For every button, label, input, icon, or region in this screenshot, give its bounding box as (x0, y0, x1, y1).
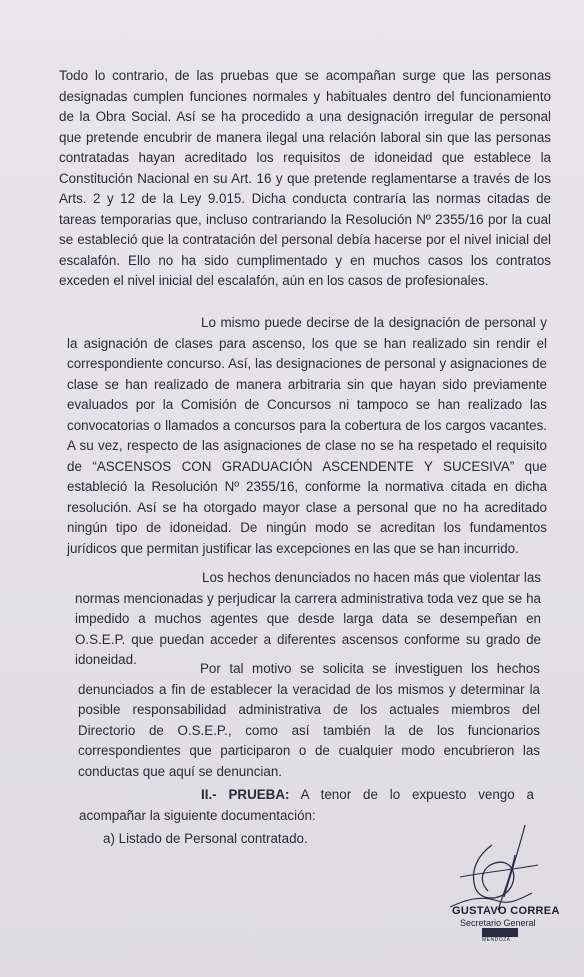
paragraph-contratos: Todo lo contrario, de las pruebas que se acompañan surge que las personas designadas cumplen funciones normales y habituales dentro del funcionamiento de la Obra Social. Así se ha procedido a una designación irregular de personal que pretende encubrir de manera ilegal una relación laboral sin que las personas contratadas hayan acreditado los requisitos de idoneidad que establece la Constitución Nacional en su Art. 16 y que pretende reglamentarse a través de los Arts. 2 y 12 de la Ley 9.015. Dicha conducta contraría las normas citadas de tareas temporarias que, incluso contrariando la Resolución Nº 2355/16 por la cual se estableció que la contratación del personal debía hacerse por el nivel inicial del escalafón. Ello no ha sido cumplimentado y en muchos casos los contratos exceden el nivel inicial del escalafón, aún en los casos de profesionales. (59, 68, 551, 288)
paragraph-ascensos: Lo mismo puede decirse de la designación de personal y la asignación de clases para ascenso, los que se han realizado sin rendir el correspondiente concurso. Así, las designaciones de personal y asignaciones de clase se han realizado de manera arbitraria sin que hayan sido previamente evaluados por la Comisión de Concursos ni tampoco se han realizado las convocatorias o llamados a concursos para la cobertura de los cargos vacantes. A su vez, respecto de las asignaciones de clase no se ha respetado el requisito de “ASCENSOS CON GRADUACIÓN ASCENDENTE Y SUCESIVA” que estableció la Resolución Nº 2355/16, conforme la normativa citada en dicha resolución. Así se ha otorgado mayor clase a personal que no ha acreditado ningún tipo de idoneidad. De ningún modo se acreditan los fundamentos jurídicos que permitan justificar las excepciones en las que se han incurrido. (67, 315, 547, 556)
paragraph-hechos: Los hechos denunciados no hacen más que violentar las normas mencionadas y perjudicar la carrera administrativa toda vez que se ha impedido a muchos agentes que desde larga data se desempeñan en O.S.E.P. que puedan acceder a diferentes ascensos conforme su grado de idoneidad. (75, 570, 541, 667)
prueba-heading: II.- PRUEBA: (201, 787, 290, 802)
paragraph-solicitud: Por tal motivo se solicita se investiguen los hechos denunciados a fin de establecer la veracidad de los mismos y determinar la posible responsabilidad administrativa de los actuales miembros del Directorio de O.S.E.P., como así también la de los funcionarios correspondientes que participaron o de cualquier modo encubrieron las conductas que aquí se denuncian. (78, 661, 540, 779)
signature-block (420, 815, 570, 945)
handwritten-signature (420, 815, 570, 915)
signatory-city: MENDOZA (482, 937, 511, 943)
signatory-role: Secretario General (460, 918, 536, 928)
prueba-text: A tenor de lo expuesto vengo a acompañar la siguiente documentación: (79, 787, 534, 823)
list-item-a: a) Listado de Personal contratado. (103, 831, 308, 846)
signatory-name: GUSTAVO CORREA (452, 905, 560, 917)
union-logo (482, 928, 518, 937)
